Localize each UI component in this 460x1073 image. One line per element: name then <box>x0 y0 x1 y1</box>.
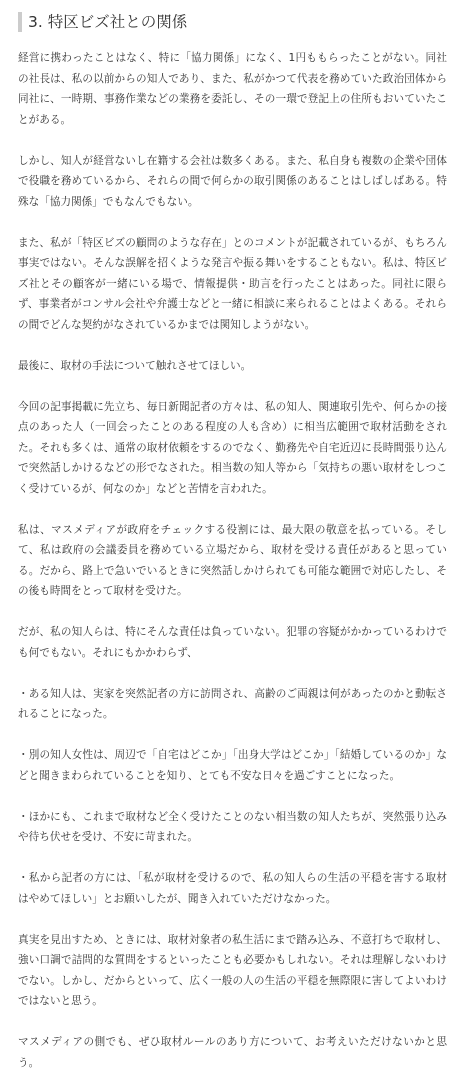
paragraph: マスメディアの側でも、ぜひ取材ルールのあり方について、お考えいただけないかと思う。 <box>18 1036 447 1069</box>
list-item-paragraph: ・私から記者の方には、「私が取材を受けるので、私の知人らの生活の平穏を害する取材はやめてほしい」とお願いしたが、聞き入れていただけなかった。 <box>18 872 447 905</box>
paragraph: 今回の記事掲載に先立ち、毎日新聞記者の方々は、私の知人、関連取引先や、何らかの接点のあった人（一回会ったことのある程度の人も含め）に相当広範囲で取材活動をされた。それも多くは、通常の取材依頼をするのでなく、勤務先や自宅近辺に長時間張り込んで突然話しかけるなどの形でなされた。相当数の知人等から「気持ちの悪い取材をしつこく受けているが、何なのか」などと苦情を言われた。 <box>18 400 447 495</box>
paragraph: しかし、知人が経営ないし在籍する会社は数多くある。また、私自身も複数の企業や団体で役職を務めているから、それらの間で何らかの取引関係のあることはしばしばある。特殊な「協力関係」でもなんでもない。 <box>18 154 447 208</box>
paragraph: だが、私の知人らは、特にそんな責任は負っていない。犯罪の容疑がかかっているわけでも何でもない。それにもかかわらず、 <box>18 626 447 659</box>
list-item-paragraph: ・別の知人女性は、周辺で「自宅はどこか」「出身大学はどこか」「結婚しているのか」などと聞きまわられていることを知り、とても不安な日々を過ごすことになった。 <box>18 749 447 782</box>
paragraph: 真実を見出すため、ときには、取材対象者の私生活にまで踏み込み、不意打ちで取材し、強い口調で詰問的な質問をするといったことも必要かもしれない。それは理解しないわけでない。しかし、だからといって、広く一般の人の生活の平穏を無際限に害してよいわけではないと思う。 <box>18 933 447 1007</box>
section-heading: 3. 特区ビズ社との関係 <box>18 12 447 32</box>
paragraph: 私は、マスメディアが政府をチェックする役割には、最大限の敬意を払っている。そして、私は政府の会議委員を務めている立場だから、取材を受ける責任があると思っている。だから、路上で急いでいるときに突然話しかけられても可能な範囲で対応したし、その後も時間をとって取材を受けた。 <box>18 523 447 597</box>
list-item-paragraph: ・ある知人は、実家を突然記者の方に訪問され、高齢のご両親は何があったのかと動転されることになった。 <box>18 687 447 720</box>
paragraph: 最後に、取材の手法について触れさせてほしい。 <box>18 359 252 372</box>
paragraph: また、私が「特区ビズの顧問のような存在」とのコメントが記載されているが、もちろん事実ではない。そんな誤解を招くような発言や振る舞いをすることもない。私は、特区ビズ社とその顧客が一緒にいる場で、情報提供・助言を行ったことはあった。同社に限らず、事業者がコンサル会社や弁護士などと一緒に相談に来られることはよくある。それらの間でどんな契約がなされているかまでは関知しようがない。 <box>18 236 447 331</box>
list-item-paragraph: ・ほかにも、これまで取材など全く受けたことのない相当数の知人たちが、突然張り込みや待ち伏せを受け、不安に苛まれた。 <box>18 810 447 843</box>
paragraph: 経営に携わったことはなく、特に「協力関係」になく、1円ももらったことがない。同社の社長は、私の以前からの知人であり、また、私がかつて代表を務めていた政治団体から同社に、一時期、事務作業などの業務を委託し、その一環で登記上の住所もおいていたことがある。 <box>18 52 447 126</box>
